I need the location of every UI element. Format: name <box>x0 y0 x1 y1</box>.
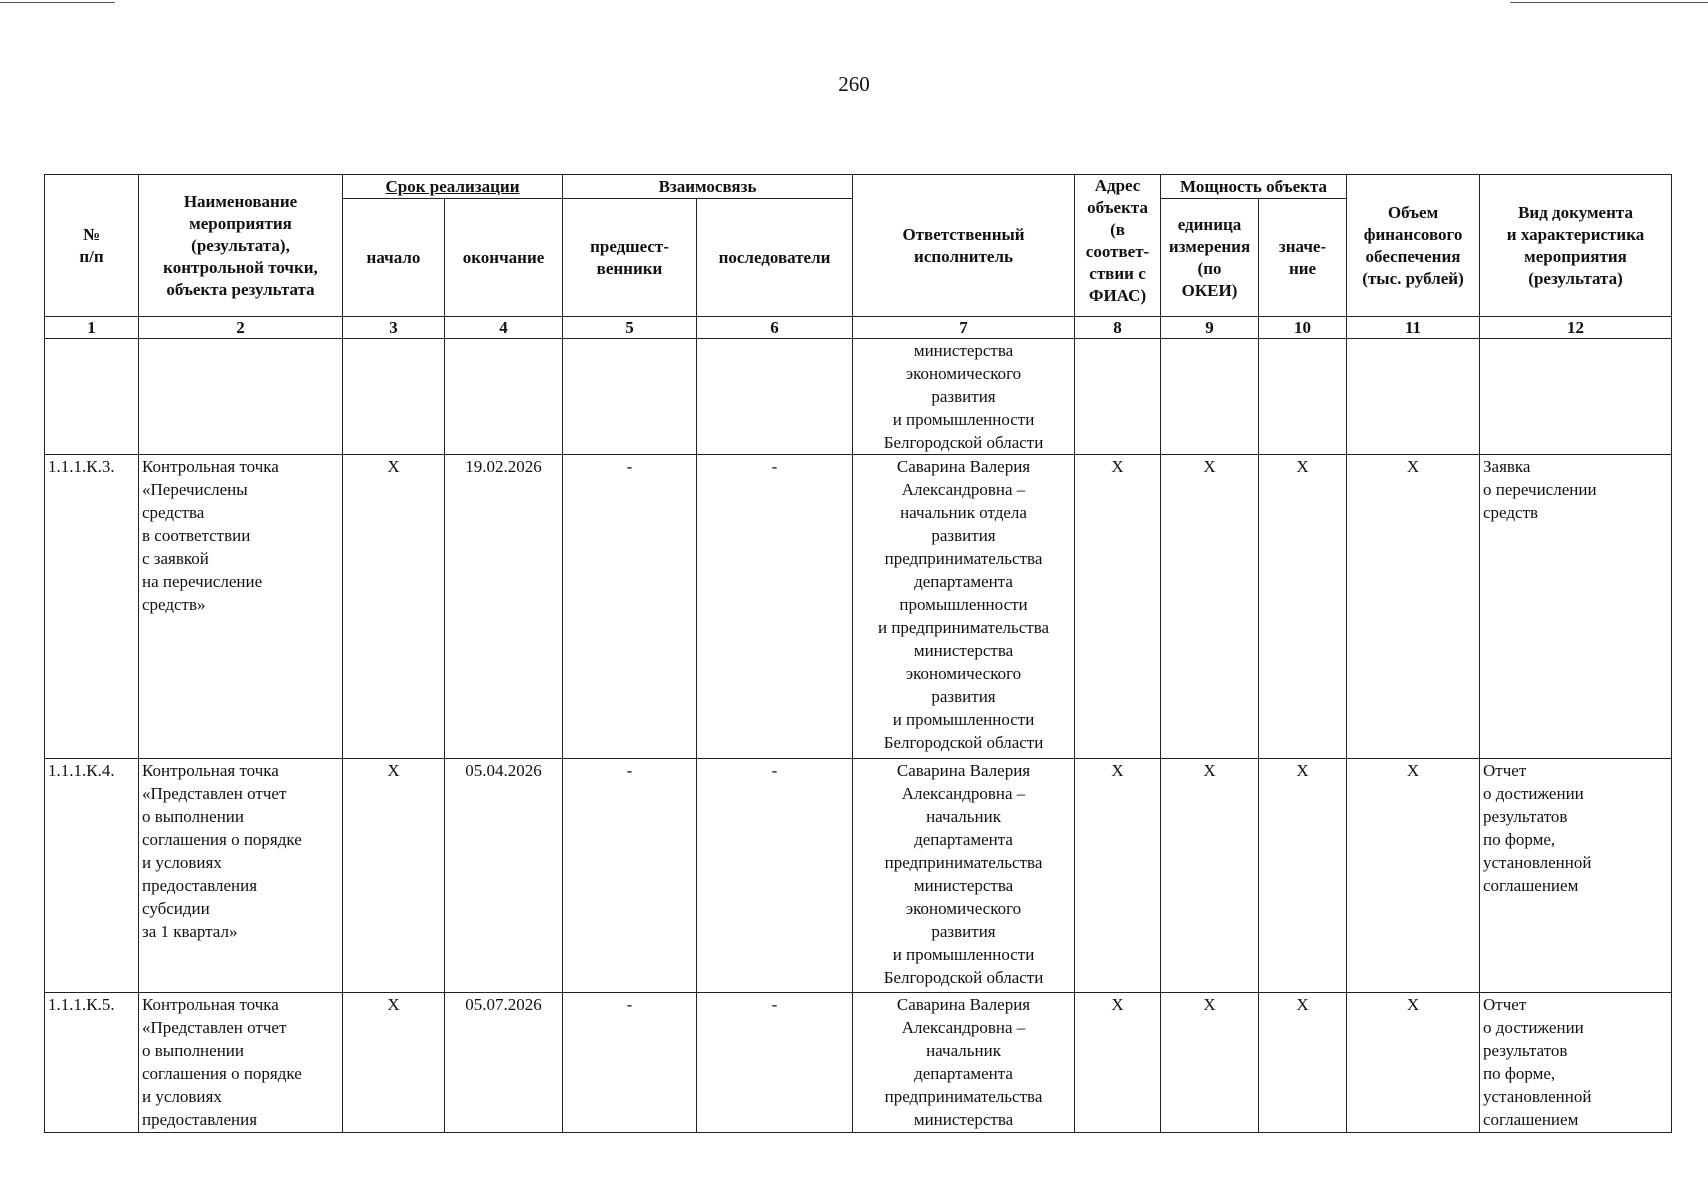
cell-doc <box>1480 339 1672 455</box>
column-number: 11 <box>1347 317 1480 339</box>
cell-predecessors: - <box>563 455 697 759</box>
column-number: 1 <box>45 317 139 339</box>
cell-start: X <box>343 455 445 759</box>
cell-start <box>343 339 445 455</box>
header-value: значе- ние <box>1259 199 1347 317</box>
cell-no: 1.1.1.К.5. <box>45 993 139 1133</box>
cell-doc: Заявка о перечислении средств <box>1480 455 1672 759</box>
cell-no: 1.1.1.К.4. <box>45 759 139 993</box>
cell-finance: X <box>1347 759 1480 993</box>
cell-value: X <box>1259 455 1347 759</box>
page-number: 260 <box>838 72 870 96</box>
scan-edge-line-right <box>1510 2 1708 3</box>
header-start: начало <box>343 199 445 317</box>
cell-no: 1.1.1.К.3. <box>45 455 139 759</box>
cell-successors: - <box>697 455 853 759</box>
table-row <box>45 455 1672 759</box>
header-no: № п/п <box>45 175 139 317</box>
cell-predecessors: - <box>563 993 697 1133</box>
cell-predecessors <box>563 339 697 455</box>
scan-edge-line-left <box>0 2 115 3</box>
cell-finance <box>1347 339 1480 455</box>
cell-doc: Отчет о достижении результатов по форме, установленной соглашением <box>1480 759 1672 993</box>
header-responsible: Ответственный исполнитель <box>853 175 1075 317</box>
plan-table <box>44 174 1672 1133</box>
cell-end: 05.07.2026 <box>445 993 563 1133</box>
column-number: 7 <box>853 317 1075 339</box>
cell-unit: X <box>1161 455 1259 759</box>
cell-finance: X <box>1347 455 1480 759</box>
header-address: Адрес объекта (в соответ- ствии с ФИАС) <box>1075 175 1161 317</box>
column-number: 12 <box>1480 317 1672 339</box>
column-number: 4 <box>445 317 563 339</box>
cell-start: X <box>343 993 445 1133</box>
cell-value: X <box>1259 759 1347 993</box>
cell-start: X <box>343 759 445 993</box>
header-successors: последователи <box>697 199 853 317</box>
column-number: 10 <box>1259 317 1347 339</box>
cell-address <box>1075 339 1161 455</box>
cell-unit: X <box>1161 759 1259 993</box>
cell-responsible: Саварина Валерия Александровна – начальник департамента предпринимательства министерства <box>853 993 1075 1133</box>
header-capacity: Мощность объекта <box>1161 175 1347 199</box>
cell-predecessors: - <box>563 759 697 993</box>
cell-name: Контрольная точка «Перечислены средства в соответствии с заявкой на перечисление средств» <box>139 455 343 759</box>
cell-responsible: Саварина Валерия Александровна – начальник отдела развития предпринимательства департамента промышленности и предпринимательства министерства экономического развития и промышленности Белгородской области <box>853 455 1075 759</box>
cell-no <box>45 339 139 455</box>
cell-name: Контрольная точка «Представлен отчет о выполнении соглашения о порядке и условиях предоставления <box>139 993 343 1133</box>
header-doc-type: Вид документа и характеристика мероприятия (результата) <box>1480 175 1672 317</box>
cell-value: X <box>1259 993 1347 1133</box>
cell-end <box>445 339 563 455</box>
header-relation: Взаимосвязь <box>563 175 853 199</box>
header-name: Наименование мероприятия (результата), контрольной точки, объекта результата <box>139 175 343 317</box>
column-number: 5 <box>563 317 697 339</box>
cell-unit: X <box>1161 993 1259 1133</box>
cell-finance: X <box>1347 993 1480 1133</box>
column-number: 9 <box>1161 317 1259 339</box>
cell-doc: Отчет о достижении результатов по форме, установленной соглашением <box>1480 993 1672 1133</box>
cell-address: X <box>1075 455 1161 759</box>
cell-address: X <box>1075 993 1161 1133</box>
table-row <box>45 993 1672 1133</box>
cell-value <box>1259 339 1347 455</box>
cell-successors <box>697 339 853 455</box>
cell-successors: - <box>697 759 853 993</box>
header-predecessors: предшест- венники <box>563 199 697 317</box>
header-finance: Объем финансового обеспечения (тыс. рублей) <box>1347 175 1480 317</box>
header-term: Срок реализации <box>343 175 563 199</box>
table-header <box>45 175 1672 339</box>
table-body <box>45 339 1672 1133</box>
table-row <box>45 759 1672 993</box>
column-number: 3 <box>343 317 445 339</box>
column-number: 2 <box>139 317 343 339</box>
table-row <box>45 339 1672 455</box>
cell-end: 05.04.2026 <box>445 759 563 993</box>
cell-successors: - <box>697 993 853 1133</box>
cell-name <box>139 339 343 455</box>
cell-responsible: министерства экономического развития и промышленности Белгородской области <box>853 339 1075 455</box>
column-number: 8 <box>1075 317 1161 339</box>
cell-name: Контрольная точка «Представлен отчет о выполнении соглашения о порядке и условиях предоставления субсидии за 1 квартал» <box>139 759 343 993</box>
cell-address: X <box>1075 759 1161 993</box>
cell-end: 19.02.2026 <box>445 455 563 759</box>
column-number: 6 <box>697 317 853 339</box>
cell-responsible: Саварина Валерия Александровна – начальник департамента предпринимательства министерства экономического развития и промышленности Белгородской области <box>853 759 1075 993</box>
header-end: окончание <box>445 199 563 317</box>
cell-unit <box>1161 339 1259 455</box>
header-unit: единица измерения (по ОКЕИ) <box>1161 199 1259 317</box>
